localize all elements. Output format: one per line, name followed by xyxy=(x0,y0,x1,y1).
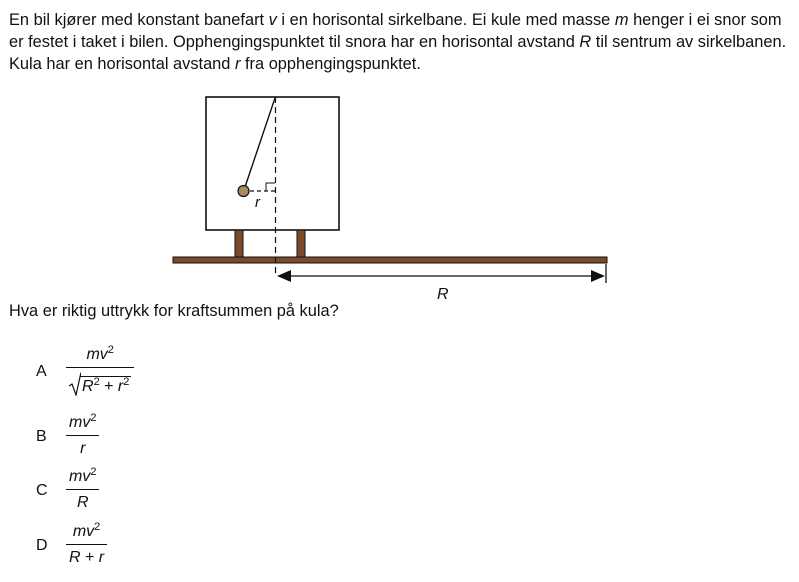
intro-text-2: i en horisontal sirkelbane. Ei kule med masse xyxy=(276,11,615,29)
car-leg-left xyxy=(235,230,243,257)
den-r: r xyxy=(117,378,124,395)
num-text: mv xyxy=(72,523,95,540)
num-text: mv xyxy=(69,468,91,485)
den-r-exponent: 2 xyxy=(123,376,130,388)
car-leg-right xyxy=(297,230,305,257)
den-R: R xyxy=(82,378,94,395)
fraction xyxy=(66,523,107,567)
num-text: mv xyxy=(86,346,108,363)
label-r: r xyxy=(255,194,260,211)
pendulum-ball xyxy=(238,186,249,197)
var-m: m xyxy=(614,11,629,29)
fraction-bar xyxy=(66,489,99,490)
den-r: r xyxy=(98,549,105,566)
denominator: R xyxy=(76,494,89,511)
option-c-formula[interactable] xyxy=(66,468,99,512)
den-R-exponent: 2 xyxy=(93,376,100,388)
denominator: r xyxy=(80,440,86,457)
num-exponent: 2 xyxy=(94,521,101,533)
label-R: R xyxy=(437,286,449,300)
num-text: mv xyxy=(69,414,91,431)
fraction xyxy=(66,346,134,401)
intro-text-4: til sentrum av sirkelbanen. Kula har en horisontal avstand xyxy=(9,33,787,73)
numerator xyxy=(66,468,99,486)
question-text: Hva er riktig uttrykk for kraftsummen på kula? xyxy=(9,302,339,320)
radicand xyxy=(80,376,131,396)
num-exponent: 2 xyxy=(90,466,97,478)
numerator xyxy=(83,346,116,364)
numerator xyxy=(70,523,103,541)
intro-text-3: henger i ei snor som er festet i taket i bilen. Opphengingspunktet til snora har en horisontal avstand xyxy=(9,11,782,51)
fraction-bar xyxy=(66,367,134,368)
num-exponent: 2 xyxy=(90,412,97,424)
var-R: R xyxy=(579,33,592,51)
option-b-formula[interactable] xyxy=(66,414,99,458)
var-r: r xyxy=(234,55,241,73)
fraction-bar xyxy=(66,544,107,545)
option-d-letter[interactable]: D xyxy=(36,537,48,554)
option-b-letter[interactable]: B xyxy=(36,428,47,445)
denominator xyxy=(66,372,134,401)
option-a-formula[interactable] xyxy=(66,346,134,401)
R-arrowhead-left xyxy=(277,270,291,282)
car-body xyxy=(206,97,339,230)
den-plus: + xyxy=(99,378,118,395)
square-root xyxy=(69,372,131,396)
fraction xyxy=(66,414,99,458)
option-d-formula[interactable] xyxy=(66,523,107,567)
den-plus: + xyxy=(80,549,99,566)
num-exponent: 2 xyxy=(107,344,114,356)
denominator xyxy=(66,549,107,567)
intro-text-5: fra opphengingspunktet. xyxy=(240,55,421,73)
option-c-letter[interactable]: C xyxy=(36,482,48,499)
den-R: R xyxy=(69,549,81,566)
R-arrowhead-right xyxy=(591,270,605,282)
numerator xyxy=(66,414,99,432)
var-v: v xyxy=(268,11,277,29)
option-a-letter[interactable]: A xyxy=(36,363,47,380)
fraction-bar xyxy=(66,435,99,436)
platform-bar xyxy=(173,257,607,263)
fraction xyxy=(66,468,99,512)
intro-text-1: En bil kjører med konstant banefart xyxy=(9,11,269,29)
